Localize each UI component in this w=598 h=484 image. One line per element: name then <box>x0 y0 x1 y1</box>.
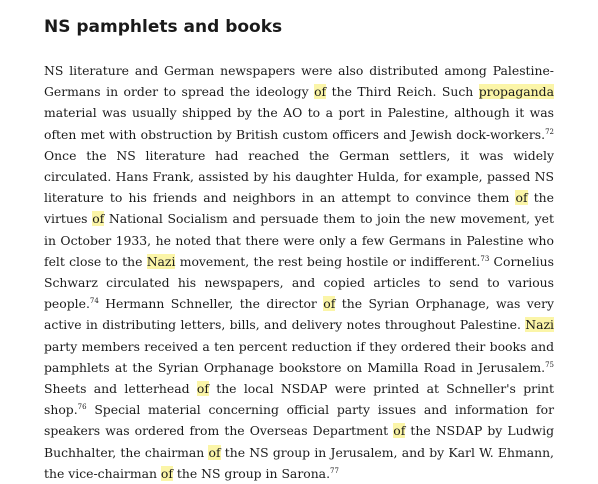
search-highlight: of <box>160 465 173 481</box>
text-run: Sheets and letterhead <box>44 381 197 397</box>
text-run: NS literature and German newspapers were also distributed among Palestine-Germans in order to spread the ideology <box>44 63 554 100</box>
footnote-ref[interactable]: 73 <box>480 254 490 263</box>
search-highlight: of <box>196 381 209 397</box>
text-run: the NS group in Jerusalem, and by Karl W. Ehmann, the vice-chairman <box>44 444 554 481</box>
search-highlight: of <box>92 211 105 227</box>
search-highlight: of <box>208 444 221 460</box>
footnote-ref[interactable]: 74 <box>89 297 99 306</box>
search-highlight: Nazi <box>146 253 176 269</box>
footnote-ref[interactable]: 72 <box>545 127 554 136</box>
search-highlight: of <box>393 423 406 439</box>
search-highlight: of <box>314 84 327 100</box>
search-highlight: Nazi <box>525 317 554 333</box>
section-heading: NS pamphlets and books <box>44 17 283 37</box>
text-run: party members received a ten percent reduction if they ordered their books and pamphlets at the Syrian Orphanage bookstore on Mamilla Road in Jerusalem. <box>44 338 554 375</box>
search-highlight: of <box>515 190 528 206</box>
text-run: the NS group in Sarona. <box>172 465 331 481</box>
footnote-ref[interactable]: 75 <box>545 360 554 369</box>
search-highlight: propaganda <box>478 84 554 100</box>
text-run: Cornelius Schwarz circulated his newspapers, and copied articles to send to various people. <box>44 253 554 312</box>
text-run: the local NSDAP were printed at Schneller's print shop. <box>44 381 555 418</box>
search-highlight: of <box>323 296 336 312</box>
text-run: the Syrian Orphanage, was very active in distributing letters, bills, and delivery notes throughout Palestine. <box>44 296 554 333</box>
text-run: Special material concerning official party issues and information for speakers was ordered from the Overseas Department <box>44 402 554 439</box>
text-run: Once the NS literature had reached the German settlers, it was widely circulated. Hans Frank, assisted by his daughter Hulda, for example, passed NS literature to his friends and neighbors in an attempt to convince them <box>44 147 554 206</box>
body-paragraph <box>44 60 554 484</box>
text-run: movement, the rest being hostile or indifferent. <box>175 253 481 269</box>
text-run: Hermann Schneller, the director <box>98 296 324 312</box>
text-run: the virtues <box>44 190 554 227</box>
text-run: material was usually shipped by the AO to a port in Palestine, although it was often met with obstruction by British custom officers and Jewish dock-workers. <box>44 105 554 142</box>
text-run: the NSDAP by Ludwig Buchhalter, the chairman <box>44 423 555 460</box>
footnote-ref[interactable]: 77 <box>330 466 339 475</box>
text-run: the Third Reich. Such <box>326 84 479 100</box>
text-run: National Socialism and persuade them to join the new movement, yet in October 1933, he noted that there were only a few Germans in Palestine who felt close to the <box>44 211 554 269</box>
footnote-ref[interactable]: 76 <box>77 403 87 412</box>
